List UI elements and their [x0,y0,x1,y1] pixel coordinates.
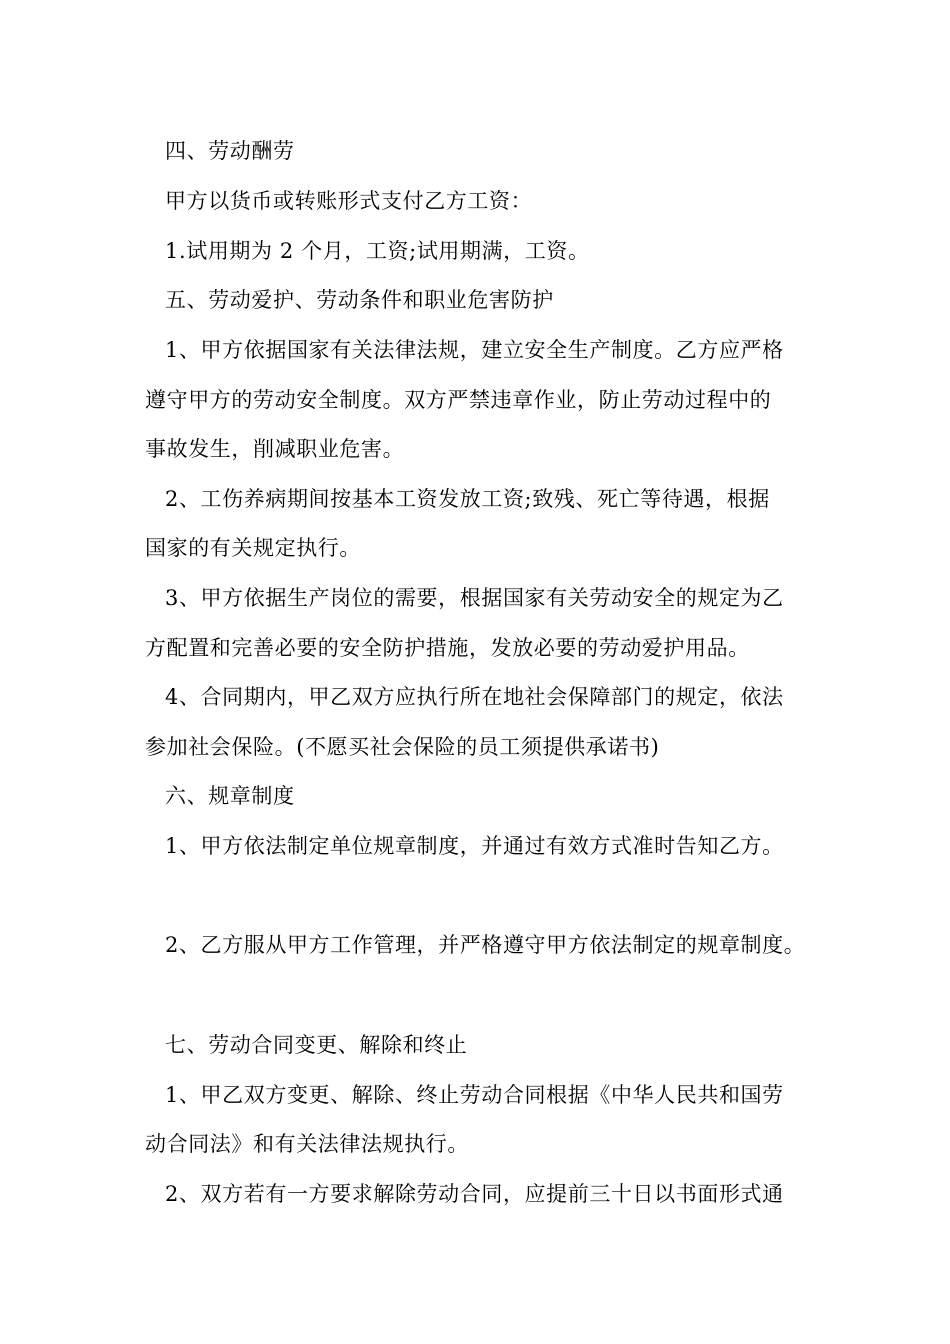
paragraph-line: 1、甲方依法制定单位规章制度，并通过有效方式准时告知乙方。 [165,834,784,858]
section-heading-labor-protection: 五、劳动爱护、劳动条件和职业危害防护 [165,288,554,312]
paragraph-line: 国家的有关规定执行。 [145,536,361,560]
paragraph-line: 方配置和完善必要的安全防护措施，发放必要的劳动爱护用品。 [145,636,750,660]
section-heading-contract-change: 七、劳动合同变更、解除和终止 [165,1033,468,1057]
section-heading-remuneration: 四、劳动酬劳 [165,139,295,163]
paragraph-line: 参加社会保险。(不愿买社会保险的员工须提供承诺书) [145,735,660,759]
section-heading-rules: 六、规章制度 [165,784,295,808]
paragraph-line: 2、双方若有一方要求解除劳动合同，应提前三十日以书面形式通 [165,1182,784,1206]
paragraph-line: 1、甲方依据国家有关法律法规，建立安全生产制度。乙方应严格 [165,338,784,362]
paragraph-line: 甲方以货币或转账形式支付乙方工资： [165,189,533,213]
paragraph-line: 1、甲乙双方变更、解除、终止劳动合同根据《中华人民共和国劳 [165,1083,784,1107]
paragraph-line: 3、甲方依据生产岗位的需要，根据国家有关劳动安全的规定为乙 [165,586,784,610]
paragraph-line: 事故发生，削减职业危害。 [145,437,405,461]
paragraph-line: 1.试用期为 2 个月，工资;试用期满，工资。 [165,239,590,263]
paragraph-line: 2、乙方服从甲方工作管理，并严格遵守甲方依法制定的规章制度。 [165,933,806,957]
paragraph-line: 遵守甲方的劳动安全制度。双方严禁违章作业，防止劳动过程中的 [145,388,772,412]
paragraph-line: 4、合同期内，甲乙双方应执行所在地社会保障部门的规定，依法 [165,685,784,709]
paragraph-line: 动合同法》和有关法律法规执行。 [145,1132,469,1156]
paragraph-line: 2、工伤养病期间按基本工资发放工资;致残、死亡等待遇，根据 [165,487,770,511]
